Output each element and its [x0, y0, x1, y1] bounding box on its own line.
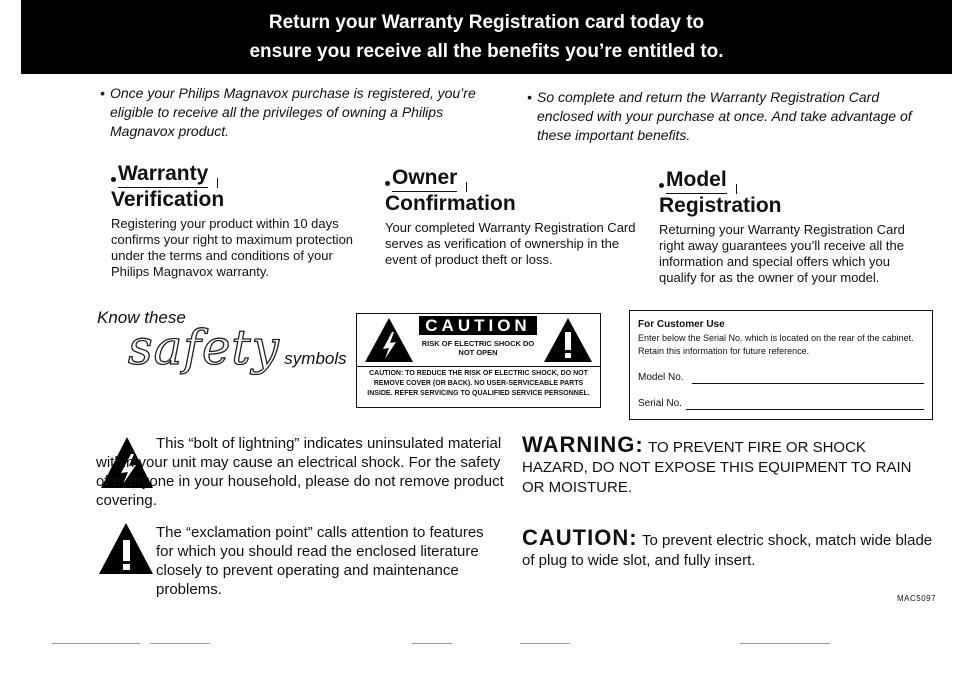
customer-use-title: For Customer Use	[638, 319, 725, 330]
caution-heading: CAUTION:	[522, 525, 638, 550]
caution-note: CAUTION: TO REDUCE THE RISK OF ELECTRIC SHOCK, DO NOT REMOVE COVER (OR BACK). NO USER-SERVICEABLE PARTS INSIDE. REFER SERVICING TO QUALIFIED SERVICE PERSONNEL.	[367, 370, 590, 397]
caution-divider	[357, 366, 600, 367]
model-no-label: Model No.	[638, 372, 684, 383]
scan-artifact	[520, 643, 570, 644]
bullet-dot-icon	[111, 177, 116, 182]
header-banner	[21, 0, 952, 74]
exclamation-triangle-icon	[542, 316, 594, 364]
caution-label-box	[356, 313, 601, 408]
section-warranty-body: Registering your product within 10 days confirms your right to maximum protection under the terms and conditions of your Philips Magnavox warranty.	[111, 216, 354, 279]
intro-left: • Once your Philips Magnavox purchase is registered, you’re eligible to receive all the privileges of owning a Philips Magnavox product.	[110, 84, 510, 141]
warning-text: TO PREVENT FIRE OR SHOCK HAZARD, DO NOT EXPOSE THIS EQUIPMENT TO RAIN OR MOISTURE.	[522, 439, 912, 496]
section-model-body: Returning your Warranty Registration Card right away guarantees you’ll receive all the information and special offers which you qualify for as the owner of your model.	[659, 222, 905, 285]
section-owner	[385, 166, 645, 268]
lightning-explanation: This “bolt of lightning” indicates uninsulated material within your unit may cause an electrical shock. For the safety of everyone in your household, please do not remove product covering.	[96, 435, 504, 509]
exclamation-explanation: The “exclamation point” calls attention to features for which you should read the enclosed literature closely to prevent operating and maintenance problems.	[156, 524, 484, 598]
section-model-title: Model Registration	[659, 168, 782, 217]
warning-block	[522, 432, 934, 498]
bullet-dot-icon	[659, 183, 664, 188]
section-owner-body: Your completed Warranty Registration Card serves as verification of ownership in the event of product theft or loss.	[385, 220, 636, 267]
serial-no-field[interactable]	[686, 409, 924, 410]
document-code: MAC5097	[897, 594, 937, 603]
scan-artifact	[150, 643, 210, 644]
caution-risk-text: RISK OF ELECTRIC SHOCK DO NOT OPEN	[421, 339, 535, 357]
section-owner-title: Owner Confirmation	[385, 166, 516, 215]
exclamation-triangle-icon	[98, 522, 154, 576]
scan-artifact	[52, 643, 140, 644]
caution-block	[522, 525, 934, 571]
section-warranty-title: Warranty Verification	[111, 162, 225, 211]
model-no-field[interactable]	[692, 383, 924, 384]
know-these-label: Know these	[97, 308, 186, 327]
safety-word: safety	[128, 320, 280, 376]
serial-no-label: Serial No.	[638, 398, 682, 409]
caution-text: To prevent electric shock, match wide blade of plug to wide slot, and fully insert.	[522, 532, 933, 569]
warning-heading: WARNING:	[522, 432, 644, 457]
intro-right: • So complete and return the Warranty Registration Card enclosed with your purchase at once. And take advantage of these important benefits.	[537, 88, 937, 145]
lightning-triangle-icon	[363, 316, 415, 364]
section-warranty	[111, 162, 371, 280]
section-model	[659, 168, 921, 286]
banner-line-2: ensure you receive all the benefits you’re entitled to.	[249, 41, 724, 62]
symbols-word: symbols	[284, 349, 347, 368]
caution-title: CAUTION	[419, 316, 537, 335]
customer-use-box	[629, 310, 933, 420]
scan-artifact	[412, 643, 452, 644]
bullet-dot-icon	[385, 181, 390, 186]
banner-line-1: Return your Warranty Registration card today to	[268, 12, 705, 33]
safety-heading	[128, 320, 347, 376]
scan-artifact	[740, 643, 830, 644]
customer-use-text: Enter below the Serial No. which is located on the rear of the cabinet. Retain this information for future reference.	[638, 333, 914, 356]
